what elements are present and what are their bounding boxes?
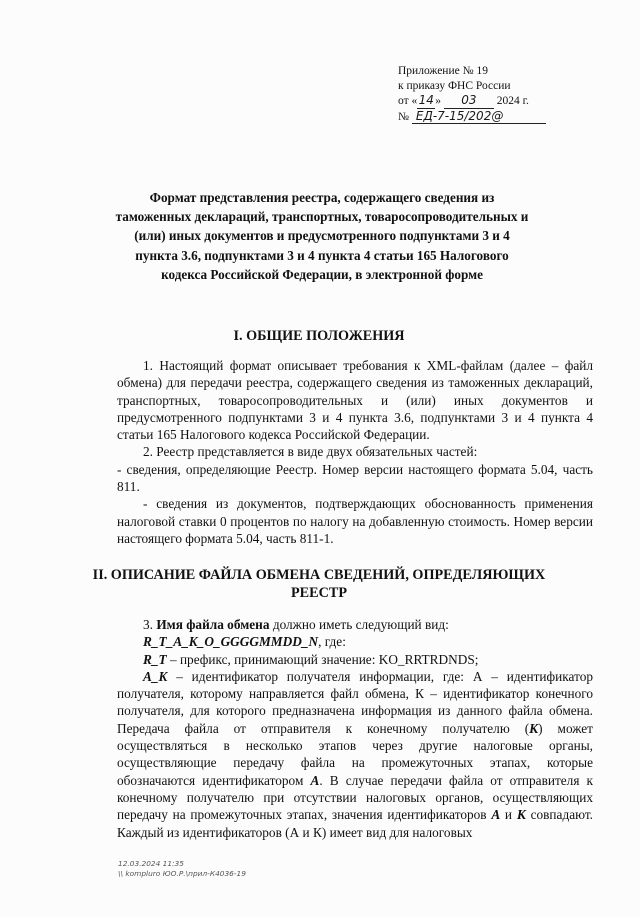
identifier-definition [117, 668, 593, 841]
paragraph-1: 1. Настоящий формат описывает требования к XML-файлам (далее – файл обмена) для передачи реестра, содержащего сведения из таможенных деклараций, транспортных, товаросопроводительных и (или) иных документов и предусмотренного подпунктами 3 и 4 пункта 3.6, подпунктами 3 и 4 пункта 4 статьи 165 Налогового кодекса Российской Федерации. [117, 358, 593, 443]
footer-file-path: \\ kompluro ЮО.Р.\прил-К4036-19 [118, 869, 246, 878]
item-number: 3. [143, 617, 153, 632]
appendix-label: Приложение № 19 [398, 65, 488, 77]
identifier-text-1: – идентификатор получателя информации, где: А – идентификатор получателя, которому направляется файл обмена, К – идентификатор конечного получателя, для которого предназначена информация из данного файла обмена. Передача файла от отправителя к конечному получателю ( [117, 668, 594, 736]
file-name-text: должно иметь следующий вид: [272, 617, 449, 632]
order-date [398, 93, 546, 109]
date-year: 2024 г. [496, 95, 529, 107]
identifier-text-3: . В случае передачи файла от отправителя к конечному получателю при отсутствии налоговых органов, осуществляющих передачу на промежуточных этапах, значения идентификаторов [117, 772, 593, 823]
footer-timestamp: 12.03.2024 11:35 [118, 859, 184, 868]
paragraph-2: 2. Реестр представляется в виде двух обязательных частей: [143, 444, 478, 460]
identifier-text-4: совпадают. Каждый из идентификаторов (А и К) имеет вид для налоговых [117, 807, 593, 840]
file-name-pattern-line [117, 633, 593, 650]
date-month-handwritten: 03 [444, 93, 494, 109]
section-1-heading: I. ОБЩИЕ ПОЛОЖЕНИЯ [233, 328, 405, 344]
paragraph-4: - сведения из документов, подтверждающих обоснованность применения налоговой ставки 0 процентов по налогу на добавленную стоимость. Номер версии настоящего формата 5.04, часть 811-1. [117, 496, 593, 546]
paragraph-3: - сведения, определяющие Реестр. Номер версии настоящего формата 5.04, часть 811. [117, 461, 593, 495]
section-2-heading-line: II. ОПИСАНИЕ ФАЙЛА ОБМЕНА СВЕДЕНИЙ, ОПРЕДЕЛЯЮЩИХ [92, 567, 546, 583]
k-identifier: К [529, 720, 539, 736]
a-identifier: А [491, 807, 501, 823]
file-name-term: Имя файла обмена [156, 617, 270, 632]
print-footer [118, 859, 246, 879]
prefix-text: – префикс, принимающий значение: KO_RRTRDNDS; [169, 651, 479, 667]
section-2-heading-line: РЕЕСТР [291, 585, 347, 601]
order-number [398, 109, 546, 125]
paragraph-file-name [117, 616, 593, 633]
file-name-pattern-tail: , где: [318, 634, 346, 650]
document-title [96, 188, 548, 284]
number-handwritten: ЕД-7-15/202@ [412, 109, 546, 125]
date-mid: » [435, 95, 441, 107]
section-2-body [117, 616, 593, 841]
title-line: таможенных деклараций, транспортных, товаросопроводительных и [115, 209, 529, 225]
title-line: пункта 3.6, подпунктами 3 и 4 пункта 4 статьи 165 Налогового [135, 247, 509, 263]
title-line: Формат представления реестра, содержащего сведения из [149, 190, 495, 205]
section-2-heading [88, 566, 550, 602]
identifier-text-2: ) может осуществляться в несколько этапов через другие налоговые органы, осуществляющие передачу файла на промежуточных этапах, которые обозначаются идентификатором [117, 720, 593, 788]
prefix-definition [117, 651, 593, 668]
date-day-handwritten: 14 [418, 93, 434, 107]
identifier-code: A_K [143, 668, 168, 684]
section-1-body [117, 357, 593, 547]
k-identifier: К [516, 807, 526, 823]
prefix-code: R_T [143, 651, 167, 667]
order-label: к приказу ФНС России [398, 79, 511, 92]
date-prefix: от « [398, 95, 418, 107]
file-name-pattern: R_T_A_K_O_GGGGMMDD_N [143, 634, 319, 650]
title-line: кодекса Российской Федерации, в электронной форме [161, 266, 483, 282]
a-identifier: А [310, 772, 320, 788]
conjunction: и [500, 807, 517, 823]
approval-header [398, 64, 546, 124]
title-line: (или) иных документов и предусмотренного подпунктами 3 и 4 [134, 228, 510, 244]
number-prefix: № [398, 110, 409, 123]
